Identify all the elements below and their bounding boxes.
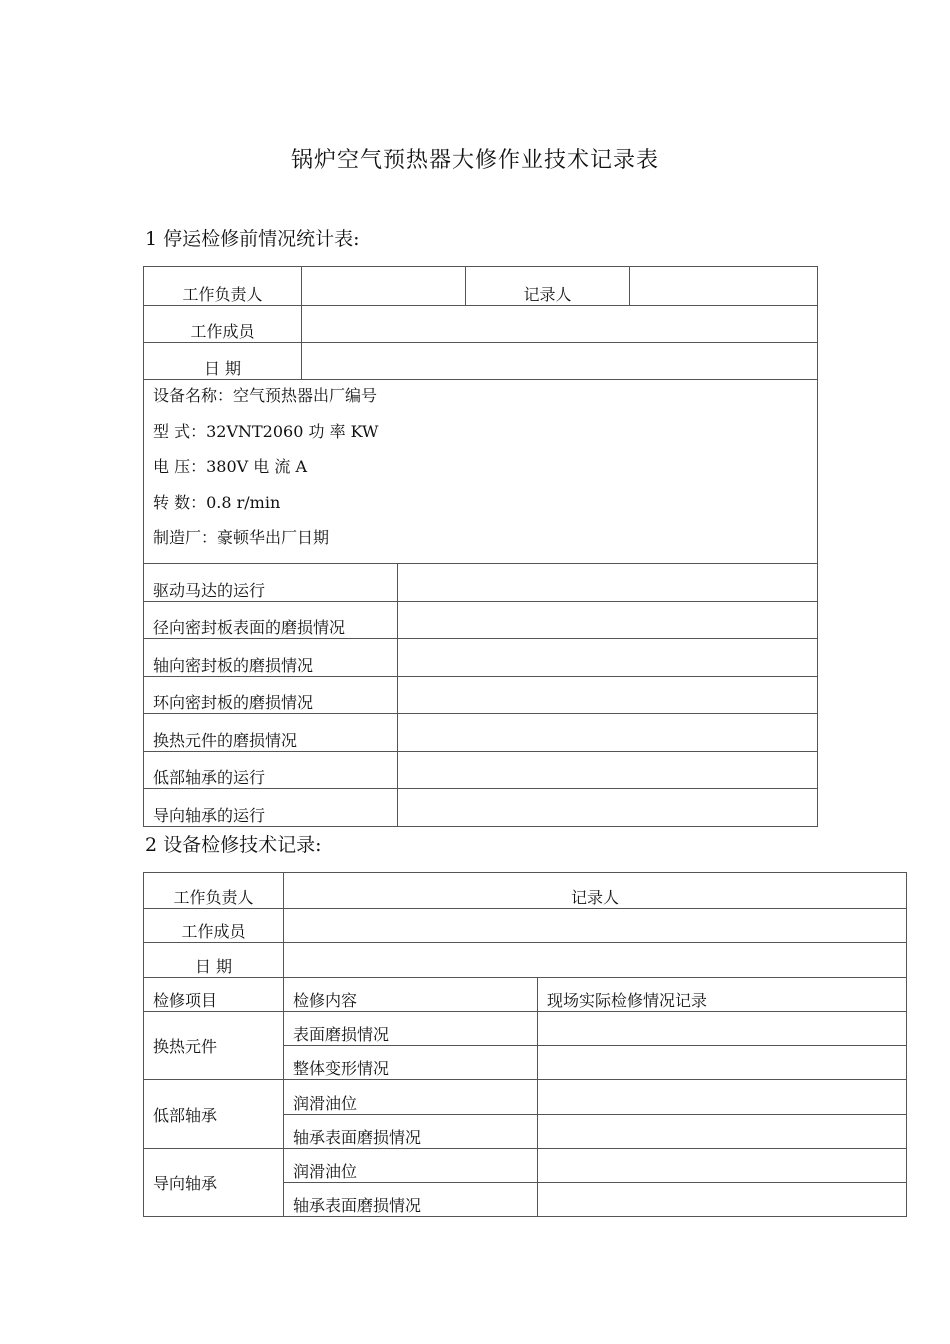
date-value-cell[interactable] bbox=[284, 943, 907, 978]
record-value-cell[interactable] bbox=[538, 1046, 907, 1080]
check-item-label: 驱动马达的运行 bbox=[144, 564, 398, 602]
column-header-content: 检修内容 bbox=[284, 978, 538, 1012]
date-label: 日 期 bbox=[144, 343, 302, 380]
section2-heading: 2 设备检修技术记录: bbox=[145, 834, 322, 856]
recorder-value-cell[interactable] bbox=[630, 267, 818, 306]
content-label: 轴承表面磨损情况 bbox=[284, 1115, 538, 1149]
members-label: 工作成员 bbox=[144, 306, 302, 343]
content-label: 表面磨损情况 bbox=[284, 1012, 538, 1046]
record-value-cell[interactable] bbox=[538, 1080, 907, 1115]
record-value-cell[interactable] bbox=[538, 1012, 907, 1046]
device-model-line: 型 式：32VNT2060 功 率 KW bbox=[153, 421, 379, 441]
check-item-value-cell[interactable] bbox=[398, 789, 818, 827]
device-voltage-line: 电 压：380V 电 流 A bbox=[153, 457, 307, 476]
group-item-label: 导向轴承 bbox=[144, 1149, 284, 1217]
date-value-cell[interactable] bbox=[302, 343, 818, 380]
check-item-label: 径向密封板表面的磨损情况 bbox=[144, 602, 398, 639]
leader-value-cell[interactable] bbox=[302, 267, 466, 306]
group-item-label: 低部轴承 bbox=[144, 1080, 284, 1149]
page-title: 锅炉空气预热器大修作业技术记录表 bbox=[290, 148, 659, 173]
members-value-cell[interactable] bbox=[284, 909, 907, 943]
check-item-value-cell[interactable] bbox=[398, 602, 818, 639]
recorder-label: 记录人 bbox=[284, 873, 907, 909]
leader-label: 工作负责人 bbox=[144, 873, 284, 909]
check-item-label: 换热元件的磨损情况 bbox=[144, 714, 398, 752]
device-name-line: 设备名称：空气预热器出厂编号 bbox=[153, 386, 378, 405]
content-label: 润滑油位 bbox=[284, 1080, 538, 1115]
check-item-label: 导向轴承的运行 bbox=[144, 789, 398, 827]
members-value-cell[interactable] bbox=[302, 306, 818, 343]
leader-label: 工作负责人 bbox=[144, 267, 302, 306]
check-item-label: 低部轴承的运行 bbox=[144, 752, 398, 789]
record-value-cell[interactable] bbox=[538, 1183, 907, 1217]
content-label: 润滑油位 bbox=[284, 1149, 538, 1183]
record-value-cell[interactable] bbox=[538, 1149, 907, 1183]
check-item-label: 轴向密封板的磨损情况 bbox=[144, 639, 398, 677]
device-manufacturer-line: 制造厂：豪顿华出厂日期 bbox=[153, 528, 330, 547]
check-item-value-cell[interactable] bbox=[398, 714, 818, 752]
record-value-cell[interactable] bbox=[538, 1115, 907, 1149]
check-item-value-cell[interactable] bbox=[398, 639, 818, 677]
check-item-value-cell[interactable] bbox=[398, 677, 818, 714]
members-label: 工作成员 bbox=[144, 909, 284, 943]
group-item-label: 换热元件 bbox=[144, 1012, 284, 1080]
column-header-item: 检修项目 bbox=[144, 978, 284, 1012]
date-label: 日 期 bbox=[144, 943, 284, 978]
overhaul-record-table bbox=[143, 872, 907, 1217]
content-label: 轴承表面磨损情况 bbox=[284, 1183, 538, 1217]
recorder-label: 记录人 bbox=[466, 267, 630, 306]
pre-overhaul-table bbox=[143, 266, 818, 827]
check-item-value-cell[interactable] bbox=[398, 752, 818, 789]
device-info-cell bbox=[144, 380, 818, 564]
check-item-label: 环向密封板的磨损情况 bbox=[144, 677, 398, 714]
section1-heading: 1 停运检修前情况统计表: bbox=[145, 228, 360, 250]
check-item-value-cell[interactable] bbox=[398, 564, 818, 602]
column-header-record: 现场实际检修情况记录 bbox=[538, 978, 907, 1012]
content-label: 整体变形情况 bbox=[284, 1046, 538, 1080]
device-speed-line: 转 数：0.8 r/min bbox=[153, 492, 281, 512]
